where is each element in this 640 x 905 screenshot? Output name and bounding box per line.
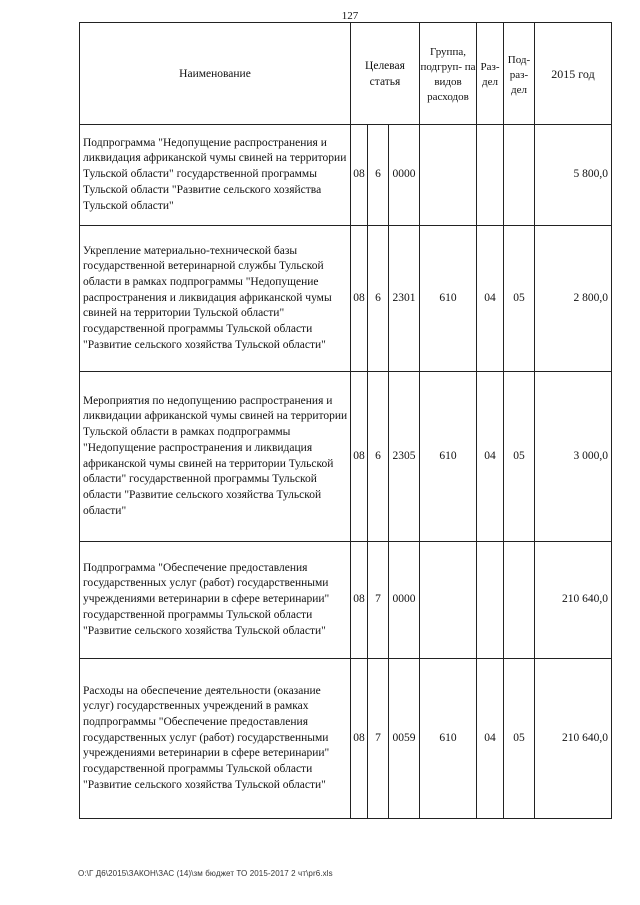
table-body xyxy=(80,23,612,819)
row-subsection: 05 xyxy=(504,226,535,372)
row-name: Мероприятия по недопущению распространения и ликвидации африканской чумы свиней на территории Тульской области в рамках подпрограммы "Недопущение распространения и ликвидация африканской чумы свиней на территории Тульской области" государственной программы Тульской области "Развитие сельского хозяйства Тульской области" xyxy=(80,372,351,542)
header-subsection: Под- раз- дел xyxy=(504,23,535,125)
table-row xyxy=(80,659,612,819)
table-row xyxy=(80,542,612,659)
row-cs1: 08 xyxy=(351,659,368,819)
row-name: Подпрограмма "Обеспечение предоставления государственных услуг (работ) государственными учреждениями ветеринарии в сфере ветеринарии" государственной программы Тульской области "Развитие сельского хозяйства Тульской области" xyxy=(80,542,351,659)
row-subsection xyxy=(504,125,535,226)
row-group: 610 xyxy=(420,659,477,819)
header-name: Наименование xyxy=(80,23,351,125)
row-cs3: 0000 xyxy=(389,542,420,659)
row-amount: 210 640,0 xyxy=(535,542,612,659)
row-subsection: 05 xyxy=(504,372,535,542)
row-cs1: 08 xyxy=(351,125,368,226)
row-section: 04 xyxy=(477,659,504,819)
row-group xyxy=(420,125,477,226)
row-amount: 5 800,0 xyxy=(535,125,612,226)
row-subsection xyxy=(504,542,535,659)
table-row xyxy=(80,226,612,372)
row-cs3: 0000 xyxy=(389,125,420,226)
header-row xyxy=(80,23,612,125)
budget-table xyxy=(79,22,612,819)
row-amount: 3 000,0 xyxy=(535,372,612,542)
row-name: Расходы на обеспечение деятельности (оказание услуг) государственных учреждений в рамках подпрограммы "Обеспечение предоставления государственных услуг (работ) государственными учреждениями ветеринарии в сфере ветеринарии" государственной программы Тульской области "Развитие сельского хозяйства Тульской области" xyxy=(80,659,351,819)
row-group xyxy=(420,542,477,659)
row-section: 04 xyxy=(477,372,504,542)
row-name: Подпрограмма "Недопущение распространения и ликвидация африканской чумы свиней на территории Тульской области" государственной программы Тульской области "Развитие сельского хозяйства Тульской области" xyxy=(80,125,351,226)
row-cs2: 7 xyxy=(368,659,389,819)
row-cs3: 2301 xyxy=(389,226,420,372)
page-number: 127 xyxy=(341,10,359,22)
row-cs3: 2305 xyxy=(389,372,420,542)
row-cs1: 08 xyxy=(351,542,368,659)
file-path-footer: О:\Г Д6\2015\ЗАКОН\ЗАС (14)\зм бюджет ТО 2015-2017 2 чт\pr6.xls xyxy=(78,869,333,878)
table-row xyxy=(80,372,612,542)
row-cs1: 08 xyxy=(351,226,368,372)
header-section: Раз- дел xyxy=(477,23,504,125)
row-section: 04 xyxy=(477,226,504,372)
row-cs2: 6 xyxy=(368,125,389,226)
header-year: 2015 год xyxy=(535,23,612,125)
row-section xyxy=(477,542,504,659)
row-cs2: 6 xyxy=(368,372,389,542)
row-amount: 2 800,0 xyxy=(535,226,612,372)
row-group: 610 xyxy=(420,226,477,372)
row-cs2: 7 xyxy=(368,542,389,659)
row-subsection: 05 xyxy=(504,659,535,819)
row-name: Укрепление материально-технической базы государственной ветеринарной службы Тульской области в рамках подпрограммы "Недопущение распространения и ликвидация африканской чумы свиней на территории Тульской области" государственной программы Тульской области "Развитие сельского хозяйства Тульской области" xyxy=(80,226,351,372)
row-group: 610 xyxy=(420,372,477,542)
row-cs3: 0059 xyxy=(389,659,420,819)
table-row xyxy=(80,125,612,226)
row-cs2: 6 xyxy=(368,226,389,372)
row-amount: 210 640,0 xyxy=(535,659,612,819)
row-cs1: 08 xyxy=(351,372,368,542)
header-group: Группа, подгруп- па видов расходов xyxy=(420,23,477,125)
header-target-article: Целевая статья xyxy=(351,23,420,125)
row-section xyxy=(477,125,504,226)
